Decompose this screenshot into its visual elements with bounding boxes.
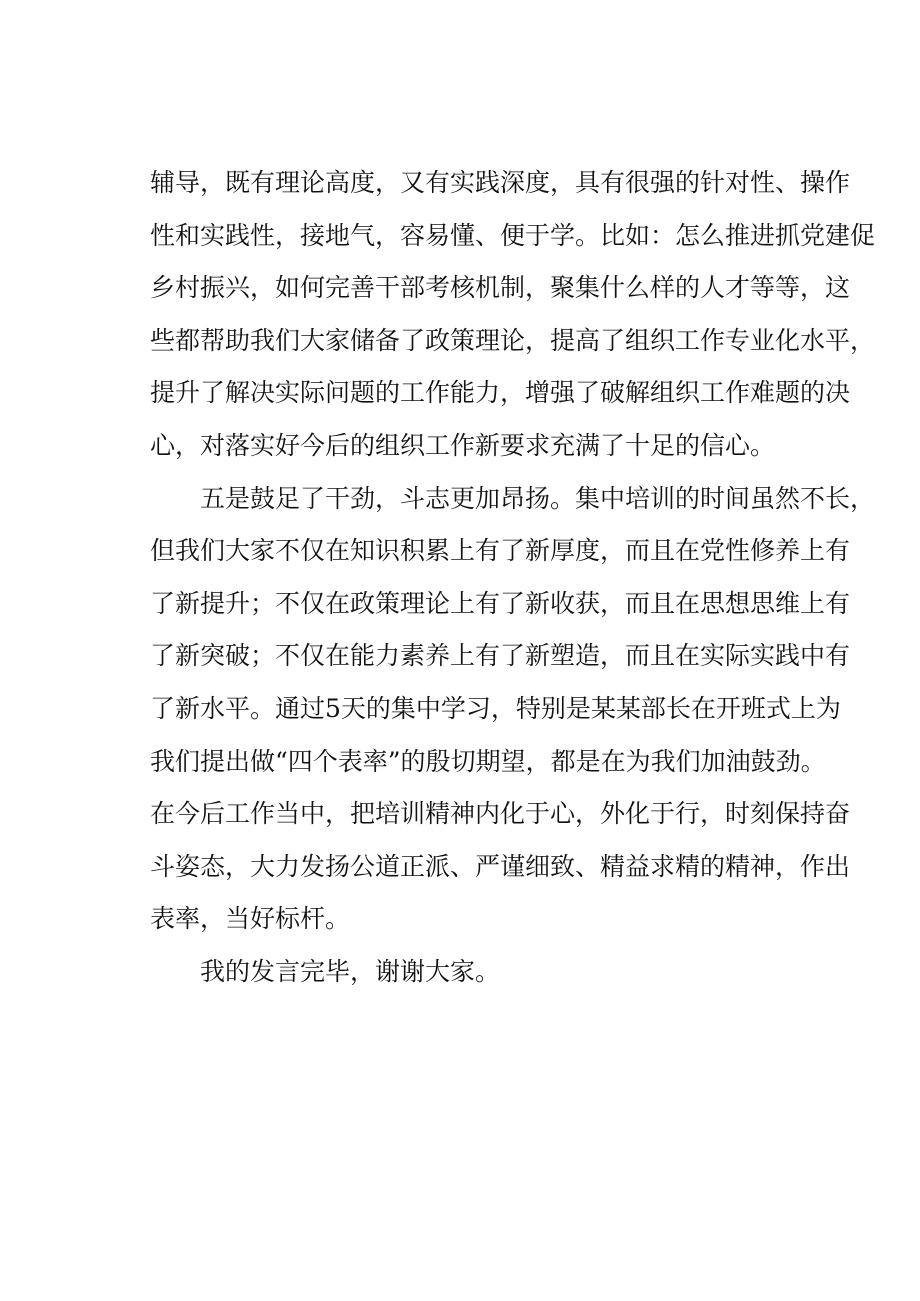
text-line: 但我们大家不仅在知识积累上有了新厚度，而且在党性修养上有 <box>150 536 851 566</box>
text-line: 性和实践性，接地气，容易懂、便于学。比如：怎么推进抓党建促 <box>150 220 876 250</box>
text-line: 了新提升；不仅在政策理论上有了新收获，而且在思想思维上有 <box>150 588 851 618</box>
text-line: 乡村振兴，如何完善干部考核机制，聚集什么样的人才等等，这 <box>150 273 851 303</box>
text-line: 辅导，既有理论高度，又有实践深度，具有很强的针对性、操作 <box>150 168 851 197</box>
text-line: 表率，当好标杆。 <box>150 904 351 934</box>
closing-line: 我的发言完毕，谢谢大家。 <box>200 956 501 986</box>
text-line: 了新水平。通过5天的集中学习，特别是某某部长在开班式上为 <box>150 693 841 723</box>
text-line: 心，对落实好今后的组织工作新要求充满了十足的信心。 <box>150 430 776 460</box>
text-line: 斗姿态，大力发扬公道正派、严谨细致、精益求精的精神，作出 <box>150 851 851 881</box>
document-body <box>150 157 876 999</box>
text-line: 提升了解决实际问题的工作能力，增强了破解组织工作难题的决 <box>150 378 851 408</box>
paragraph-first-line: 五是鼓足了干劲，斗志更加昂扬。集中培训的时间虽然不长， <box>200 483 876 513</box>
text-line: 些都帮助我们大家储备了政策理论，提高了组织工作专业化水平， <box>150 325 876 355</box>
text-line: 我们提出做“四个表率”的殷切期望，都是在为我们加油鼓劲。 <box>150 746 826 776</box>
text-line: 了新突破；不仅在能力素养上有了新塑造，而且在实际实践中有 <box>150 641 851 671</box>
text-line: 在今后工作当中，把培训精神内化于心，外化于行，时刻保持奋 <box>150 799 851 829</box>
